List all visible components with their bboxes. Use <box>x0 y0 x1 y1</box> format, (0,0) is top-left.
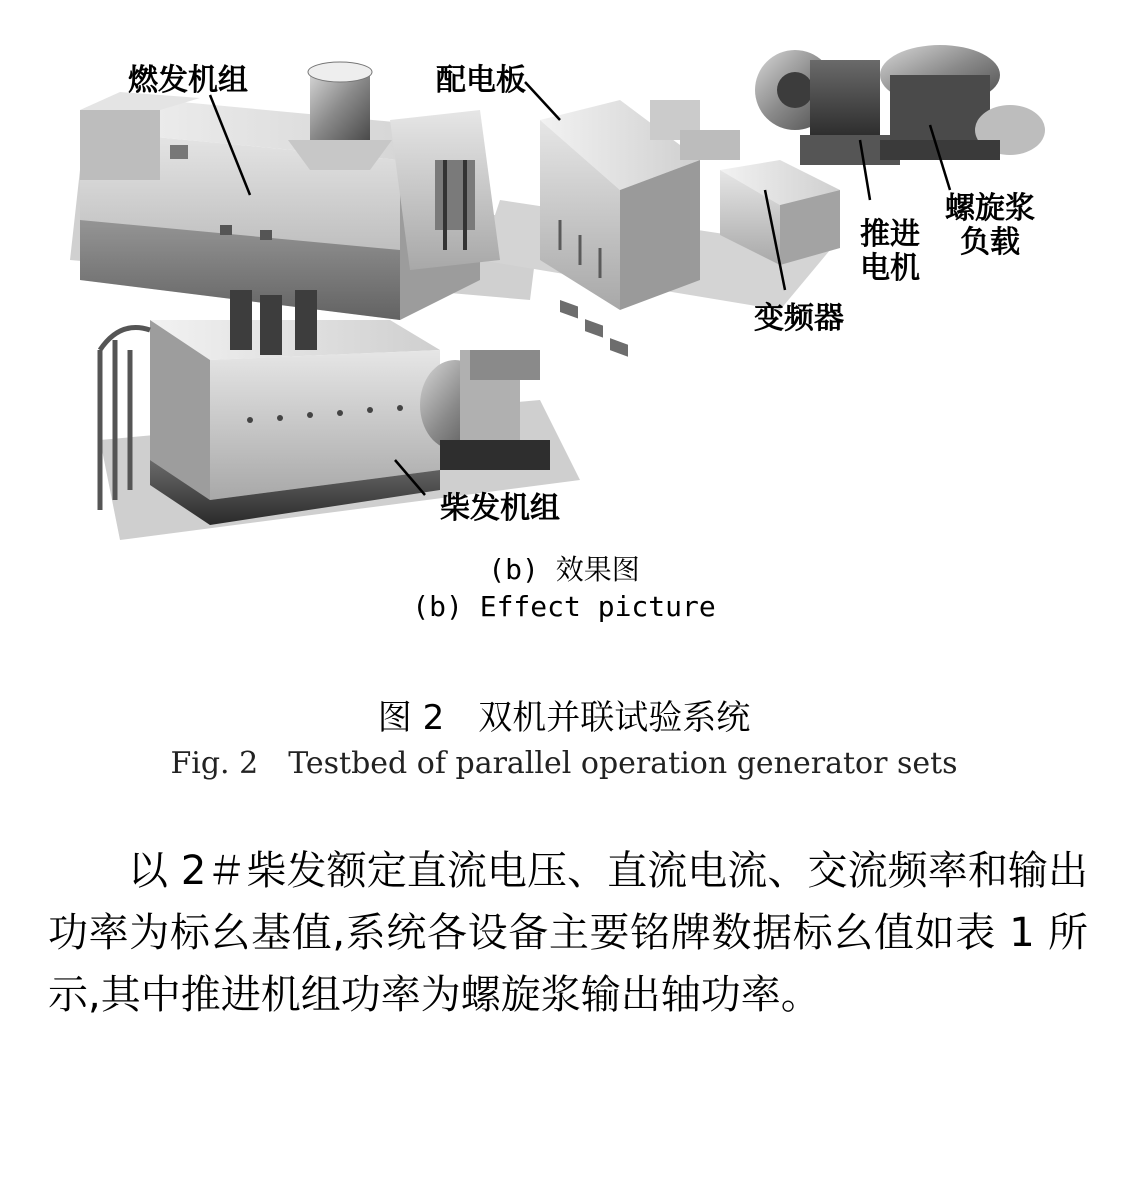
propeller-load-model <box>880 45 1045 160</box>
figure-caption-zh: 图 2 双机并联试验系统 <box>377 698 751 738</box>
label-gas-turbine-set: 燃发机组 <box>128 63 248 98</box>
testbed-render-image <box>60 20 1060 560</box>
propulsion-motor-model <box>755 50 900 165</box>
body-paragraph: 以 2＃柴发额定直流电压、直流电流、交流频率和输出功率为标幺基值,系统各设备主要铭牌数据标幺值如表 1 所示,其中推进机组功率为螺旋浆输出轴功率。 <box>48 848 1088 1018</box>
label-frequency-converter: 变频器 <box>754 301 844 336</box>
figure-caption-en: Fig. 2 Testbed of parallel operation generator sets <box>170 746 958 781</box>
label-propulsion-motor: 推进电机 <box>860 217 920 286</box>
label-propeller-load: 螺旋浆负载 <box>945 191 1035 260</box>
testbed-render-figure <box>60 20 1060 560</box>
label-diesel-generator-set: 柴发机组 <box>440 491 560 526</box>
subcaption-en: (b) Effect picture <box>412 590 716 623</box>
label-switchboard: 配电板 <box>436 63 526 98</box>
subcaption-zh: (b) 效果图 <box>488 553 640 586</box>
